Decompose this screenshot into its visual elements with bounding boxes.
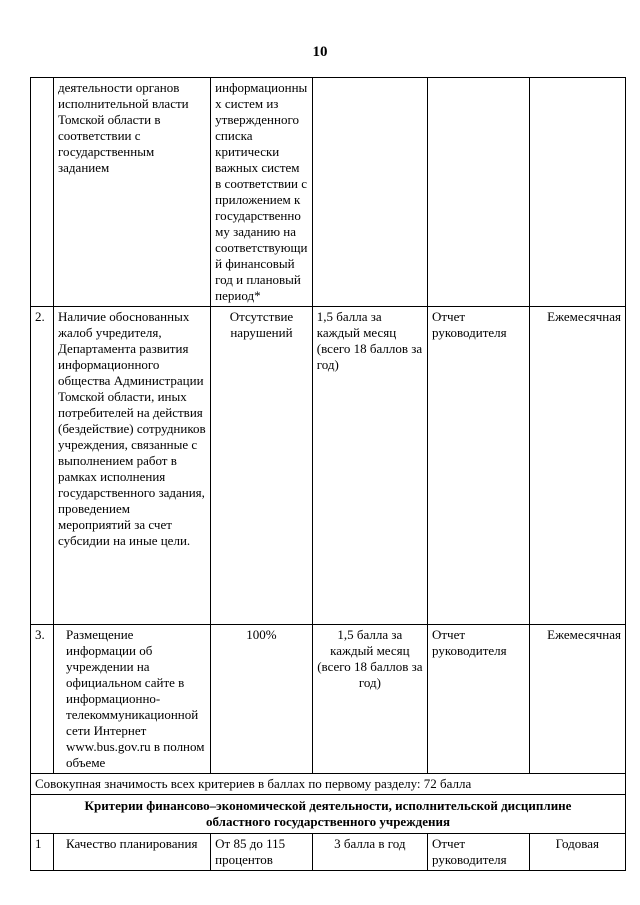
table-row (31, 307, 626, 625)
cell-indicator: информационных систем из утвержденного списка критически важных систем в соответствии с приложением к государственному заданию на соответствующий финансовый год и плановый период* (211, 78, 313, 307)
cell-report: Отчет руководителя (427, 307, 529, 625)
cell-number: 2. (31, 307, 54, 625)
table-row (31, 625, 626, 774)
cell-report: Отчет руководителя (427, 625, 529, 774)
cell-score: 1,5 балла за каждый месяц (всего 18 баллов за год) (312, 307, 427, 625)
cell-indicator: От 85 до 115 процентов (211, 834, 313, 871)
cell-indicator: 100% (211, 625, 313, 774)
criteria-table (30, 77, 626, 871)
summary-text: Совокупная значимость всех критериев в баллах по первому разделу: 72 балла (31, 774, 626, 795)
table-row (31, 834, 626, 871)
cell-score (312, 78, 427, 307)
section-header-row (31, 795, 626, 834)
cell-period: Годовая (529, 834, 625, 871)
cell-score: 1,5 балла за каждый месяц (всего 18 баллов за год) (312, 625, 427, 774)
summary-row (31, 774, 626, 795)
cell-report (427, 78, 529, 307)
cell-period: Ежемесячная (529, 307, 625, 625)
cell-criterion: Наличие обоснованных жалоб учредителя, Департамента развития информационного общества Администрации Томской области, иных потребителей на действия (бездействие) сотрудников учреждения, связанные с выполнением работ в рамках исполнения государственного задания, проведением мероприятий за счет субсидии на иные цели. (54, 307, 211, 625)
cell-period: Ежемесячная (529, 625, 625, 774)
cell-criterion: Качество планирования (54, 834, 211, 871)
table-row-continued (31, 78, 626, 307)
cell-period (529, 78, 625, 307)
cell-score: 3 балла в год (312, 834, 427, 871)
cell-report: Отчет руководителя (427, 834, 529, 871)
cell-number: 1 (31, 834, 54, 871)
cell-criterion: деятельности органов исполнительной власти Томской области в соответствии с государственным заданием (54, 78, 211, 307)
cell-number: 3. (31, 625, 54, 774)
cell-criterion: Размещение информации об учреждении на официальном сайте в информационно-телекоммуникационной сети Интернет www.bus.gov.ru в полном объеме (54, 625, 211, 774)
cell-number (31, 78, 54, 307)
page-number: 10 (312, 44, 328, 60)
section-header: Критерии финансово–экономической деятельности, исполнительской дисциплине областного государственного учреждения (31, 795, 626, 834)
cell-indicator: Отсутствие нарушений (211, 307, 313, 625)
